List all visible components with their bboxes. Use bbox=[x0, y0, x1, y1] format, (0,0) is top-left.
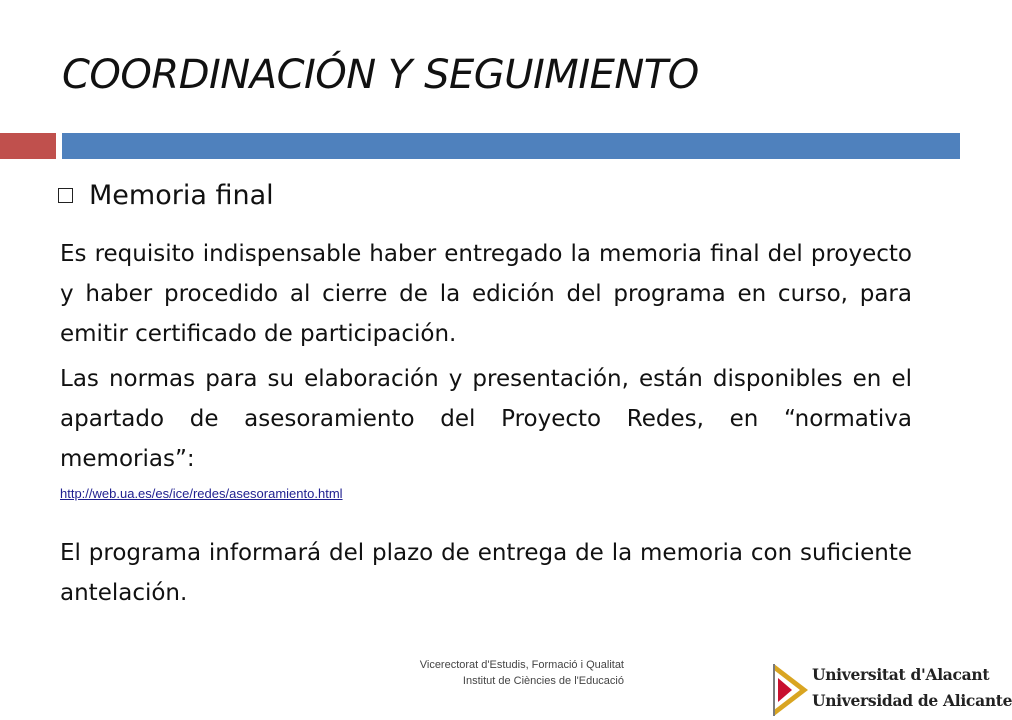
asesoramiento-link[interactable]: http://web.ua.es/es/ice/redes/asesoramiento.html bbox=[60, 486, 343, 501]
square-bullet-icon bbox=[58, 188, 73, 203]
logo-text-spanish: Universidad de Alicante bbox=[812, 691, 1012, 710]
paragraph-requirement: Es requisito indispensable haber entregado la memoria final del proyecto y haber procedido al cierre de la edición del programa en curso, para emitir certificado de participación. bbox=[60, 241, 912, 347]
paragraph-deadline: El programa informará del plazo de entrega de la memoria con suficiente antelación. bbox=[60, 540, 912, 606]
footer-line-2: Institut de Ciències de l'Educació bbox=[462, 675, 624, 687]
paragraph-norms: Las normas para su elaboración y presentación, están disponibles en el apartado de asesoramiento del Proyecto Redes, en “normativa memorias”: bbox=[60, 366, 912, 472]
footer-institution bbox=[420, 657, 624, 689]
bullet-item bbox=[58, 180, 274, 211]
footer-line-1: Vicerectorat d'Estudis, Formació i Qualitat bbox=[419, 659, 624, 671]
logo-text-valencian: Universitat d'Alacant bbox=[812, 665, 990, 684]
accent-bar-blue bbox=[62, 133, 960, 159]
accent-bar-red bbox=[0, 133, 56, 159]
slide-title: COORDINACIÓN Y SEGUIMIENTO bbox=[62, 52, 699, 98]
bullet-heading: Memoria final bbox=[89, 180, 274, 211]
